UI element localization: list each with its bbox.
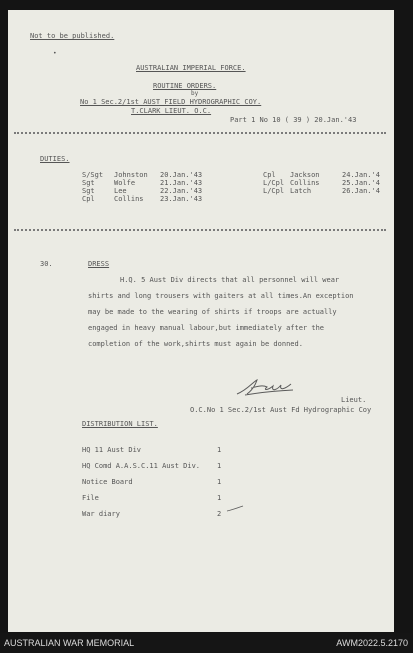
duty-left-name: Johnston — [114, 171, 148, 179]
order-line: engaged in heavy manual labour,but immediately after the — [88, 324, 325, 332]
document-title: ROUTINE ORDERS. — [153, 82, 217, 90]
archive-footer — [0, 633, 413, 653]
duty-left-name: Wolfe — [114, 179, 136, 187]
duty-right-date: 24.Jan.'4 — [342, 171, 380, 179]
distribution-recipient: War diary — [82, 510, 120, 518]
duty-right-name: Collins — [290, 179, 320, 187]
duty-left-name: Collins — [114, 195, 144, 203]
duty-right-date: 26.Jan.'4 — [342, 187, 380, 195]
duty-right-name: Latch — [290, 187, 312, 195]
divider-middle — [14, 229, 386, 231]
tick-mark — [226, 505, 244, 513]
duty-left-date: 21.Jan.'43 — [160, 179, 203, 187]
signatory-appointment: O.C.No 1 Sec.2/1st Aust Fd Hydrographic Coy — [190, 406, 372, 414]
duty-left-rank: S/Sgt — [82, 171, 104, 179]
duty-right-date: 25.Jan.'4 — [342, 179, 380, 187]
distribution-heading: DISTRIBUTION LIST. — [82, 420, 158, 428]
document-page — [8, 10, 394, 632]
duty-left-rank: Sgt — [82, 187, 95, 195]
ink-mark: • — [53, 50, 57, 57]
duty-right-rank: L/Cpl — [263, 179, 285, 187]
unit-name: No 1 Sec.2/1st AUST FIELD HYDROGRAPHIC COY. — [80, 98, 262, 106]
duty-left-rank: Sgt — [82, 179, 95, 187]
distribution-count: 1 — [217, 478, 222, 486]
distribution-count: 2 — [217, 510, 222, 518]
distribution-count: 1 — [217, 462, 222, 470]
order-line: shirts and long trousers with gaiters at all times.An exception — [88, 292, 354, 300]
by-word: by — [191, 90, 199, 97]
duty-left-name: Lee — [114, 187, 127, 195]
duty-left-date: 22.Jan.'43 — [160, 187, 203, 195]
force-heading: AUSTRALIAN IMPERIAL FORCE. — [136, 64, 246, 72]
part-reference: Part 1 No 10 ( 39 ) 20.Jan.'43 — [230, 116, 357, 124]
duty-right-name: Jackson — [290, 171, 320, 179]
order-line: completion of the work,shirts must again be donned. — [88, 340, 303, 348]
distribution-count: 1 — [217, 446, 222, 454]
duty-right-rank: L/Cpl — [263, 187, 285, 195]
footer-reference: AWM2022.5.2170 — [336, 638, 408, 648]
duties-heading: DUTIES. — [40, 155, 70, 163]
duty-left-rank: Cpl — [82, 195, 95, 203]
commander: T.CLARK LIEUT. O.C. — [131, 107, 212, 115]
order-heading: DRESS — [88, 260, 110, 268]
order-number: 30. — [40, 260, 53, 268]
order-line: H.Q. 5 Aust Div directs that all personnel will wear — [120, 276, 340, 284]
signature-image — [233, 376, 299, 398]
duty-right-rank: Cpl — [263, 171, 276, 179]
duty-left-date: 23.Jan.'43 — [160, 195, 203, 203]
restriction-note: Not to be published. — [30, 32, 115, 40]
footer-institution: AUSTRALIAN WAR MEMORIAL — [4, 638, 135, 648]
distribution-recipient: File — [82, 494, 99, 502]
distribution-count: 1 — [217, 494, 222, 502]
distribution-recipient: HQ 11 Aust Div — [82, 446, 142, 454]
distribution-recipient: Notice Board — [82, 478, 133, 486]
divider-top — [14, 132, 386, 134]
order-line: may be made to the wearing of shirts if troops are actually — [88, 308, 337, 316]
distribution-recipient: HQ Comd A.A.S.C.11 Aust Div. — [82, 462, 201, 470]
duty-left-date: 20.Jan.'43 — [160, 171, 203, 179]
signatory-rank: Lieut. — [341, 396, 367, 404]
